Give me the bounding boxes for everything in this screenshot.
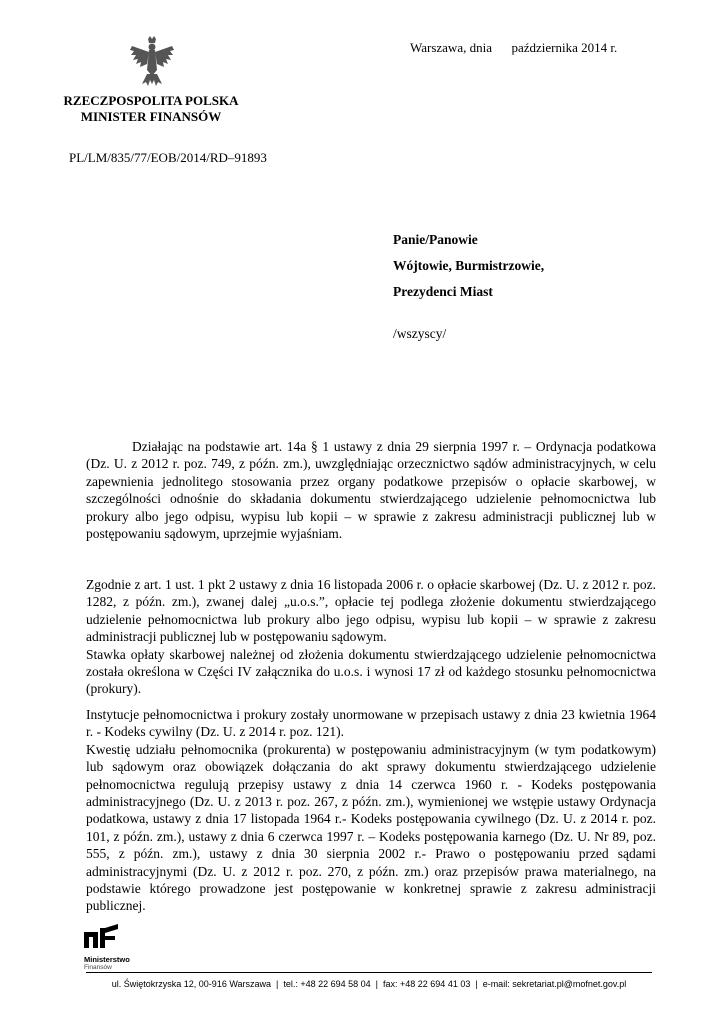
issuer-block bbox=[40, 93, 262, 125]
ministry-logo bbox=[84, 924, 144, 972]
body-paragraph-2 bbox=[86, 576, 656, 698]
body-paragraph-1 bbox=[86, 438, 656, 542]
eagle-emblem-icon bbox=[128, 36, 176, 88]
footer-tel: tel.: +48 22 694 58 04 bbox=[283, 979, 371, 989]
recipient-line-3: Prezydenci Miast bbox=[393, 284, 493, 299]
paragraph-text: Działając na podstawie art. 14a § 1 ustawy z dnia 29 sierpnia 1997 r. – Ordynacja podatkowa (Dz. U. z 2012 r. poz. 749, z późn. zm.), uwzględniając orzecznictwo sądów administracyjnych, w celu zapewnienia jednolitego stosowania przez organy podatkowe przepisów o opłacie skarbowej, w szczególności odnośnie do składania dokumentu stwierdzającego udzielenie pełnomocnictwa lub prokury albo jego odpisu, wypisu lub kopii – w sprawie z zakresu administracji publicznej lub w postępowaniu sądowym, uprzejmie wyjaśniam. bbox=[86, 439, 656, 542]
recipient-line-4: /wszyscy/ bbox=[393, 326, 447, 341]
footer-fax: fax: +48 22 694 41 03 bbox=[383, 979, 471, 989]
place-date: Warszawa, dnia października 2014 r. bbox=[410, 40, 618, 55]
footer-email[interactable]: e-mail: sekretariat.pl@mofnet.gov.pl bbox=[482, 979, 627, 989]
footer-address: ul. Świętokrzyska 12, 00-916 Warszawa bbox=[111, 979, 271, 989]
footer-separator: | bbox=[276, 979, 279, 989]
footer-separator: | bbox=[475, 979, 478, 989]
reference-number: PL/LM/835/77/EOB/2014/RD–91893 bbox=[69, 150, 267, 165]
ministry-logo-icon bbox=[84, 924, 120, 948]
logo-subtitle: Finansów bbox=[84, 964, 112, 971]
org-minister: MINISTER FINANSÓW bbox=[80, 109, 222, 124]
recipient-line-2: Wójtowie, Burmistrzowie, bbox=[393, 258, 545, 273]
recipient-line-1: Panie/Panowie bbox=[393, 232, 478, 247]
body-paragraph-3 bbox=[86, 706, 656, 915]
footer-contact bbox=[86, 979, 652, 989]
logo-name: Ministerstwo bbox=[84, 955, 130, 964]
paragraph-text: Instytucje pełnomocnictwa i prokury zostały unormowane w przepisach ustawy z dnia 23 kwietnia 1964 r. - Kodeks cywilny (Dz. U. z 2014 r. poz. 121). bbox=[86, 707, 656, 740]
paragraph-text: Kwestię udziału pełnomocnika (prokurenta) w postępowaniu administracyjnym (w tym podatkowym) lub sądowym oraz obowiązek dołączania do akt sprawy dokumentu stwierdzającego udzielenie pełnomocnictwa regulują przepisy ustawy z dnia 14 czerwca 1960 r. - Kodeks postępowania administracyjnego (Dz. U. z 2013 r. poz. 267, z późn. zm.), wymienionej we wstępie ustawy Ordynacja podatkowa, ustawy z dnia 17 listopada 1964 r.- Kodeks postępowania cywilnego (Dz. U. z 2014 r. poz. 101, z późn. zm.), ustawy z dnia 6 czerwca 1997 r. – Kodeks postępowania karnego (Dz. U. Nr 89, poz. 555, z późn. zm.), ustawy z dnia 30 sierpnia 2002 r.- Prawo o postępowaniu przed sądami administracyjnymi (Dz. U. z 2012 r. poz. 270, z późn. zm.) oraz przepisów prawa materialnego, na podstawie którego prowadzone jest postępowanie w konkretnej sprawie z zakresu administracji publicznej. bbox=[86, 741, 656, 914]
footer-divider bbox=[86, 972, 652, 973]
paragraph-text: Zgodnie z art. 1 ust. 1 pkt 2 ustawy z dnia 16 listopada 2006 r. o opłacie skarbowej (Dz. U. z 2012 r. poz. 1282, z późn. zm.), zwanej dalej „u.o.s.”, opłacie tej podlega złożenie dokumentu stwierdzającego udzielenie pełnomocnictwa lub prokury albo jego odpisu, wypisu lub kopii – w sprawie z zakresu administracji publicznej lub w postępowaniu sądowym. bbox=[86, 577, 656, 645]
org-name: RZECZPOSPOLITA POLSKA bbox=[63, 93, 239, 108]
footer-separator: | bbox=[375, 979, 379, 989]
paragraph-text: Stawka opłaty skarbowej należnej od złożenia dokumentu stwierdzającego udzielenie pełnomocnictwa została określona w Części IV załącznika do u.o.s. i wynosi 17 zł od każdego stosunku pełnomocnictwa (prokury). bbox=[86, 646, 656, 697]
